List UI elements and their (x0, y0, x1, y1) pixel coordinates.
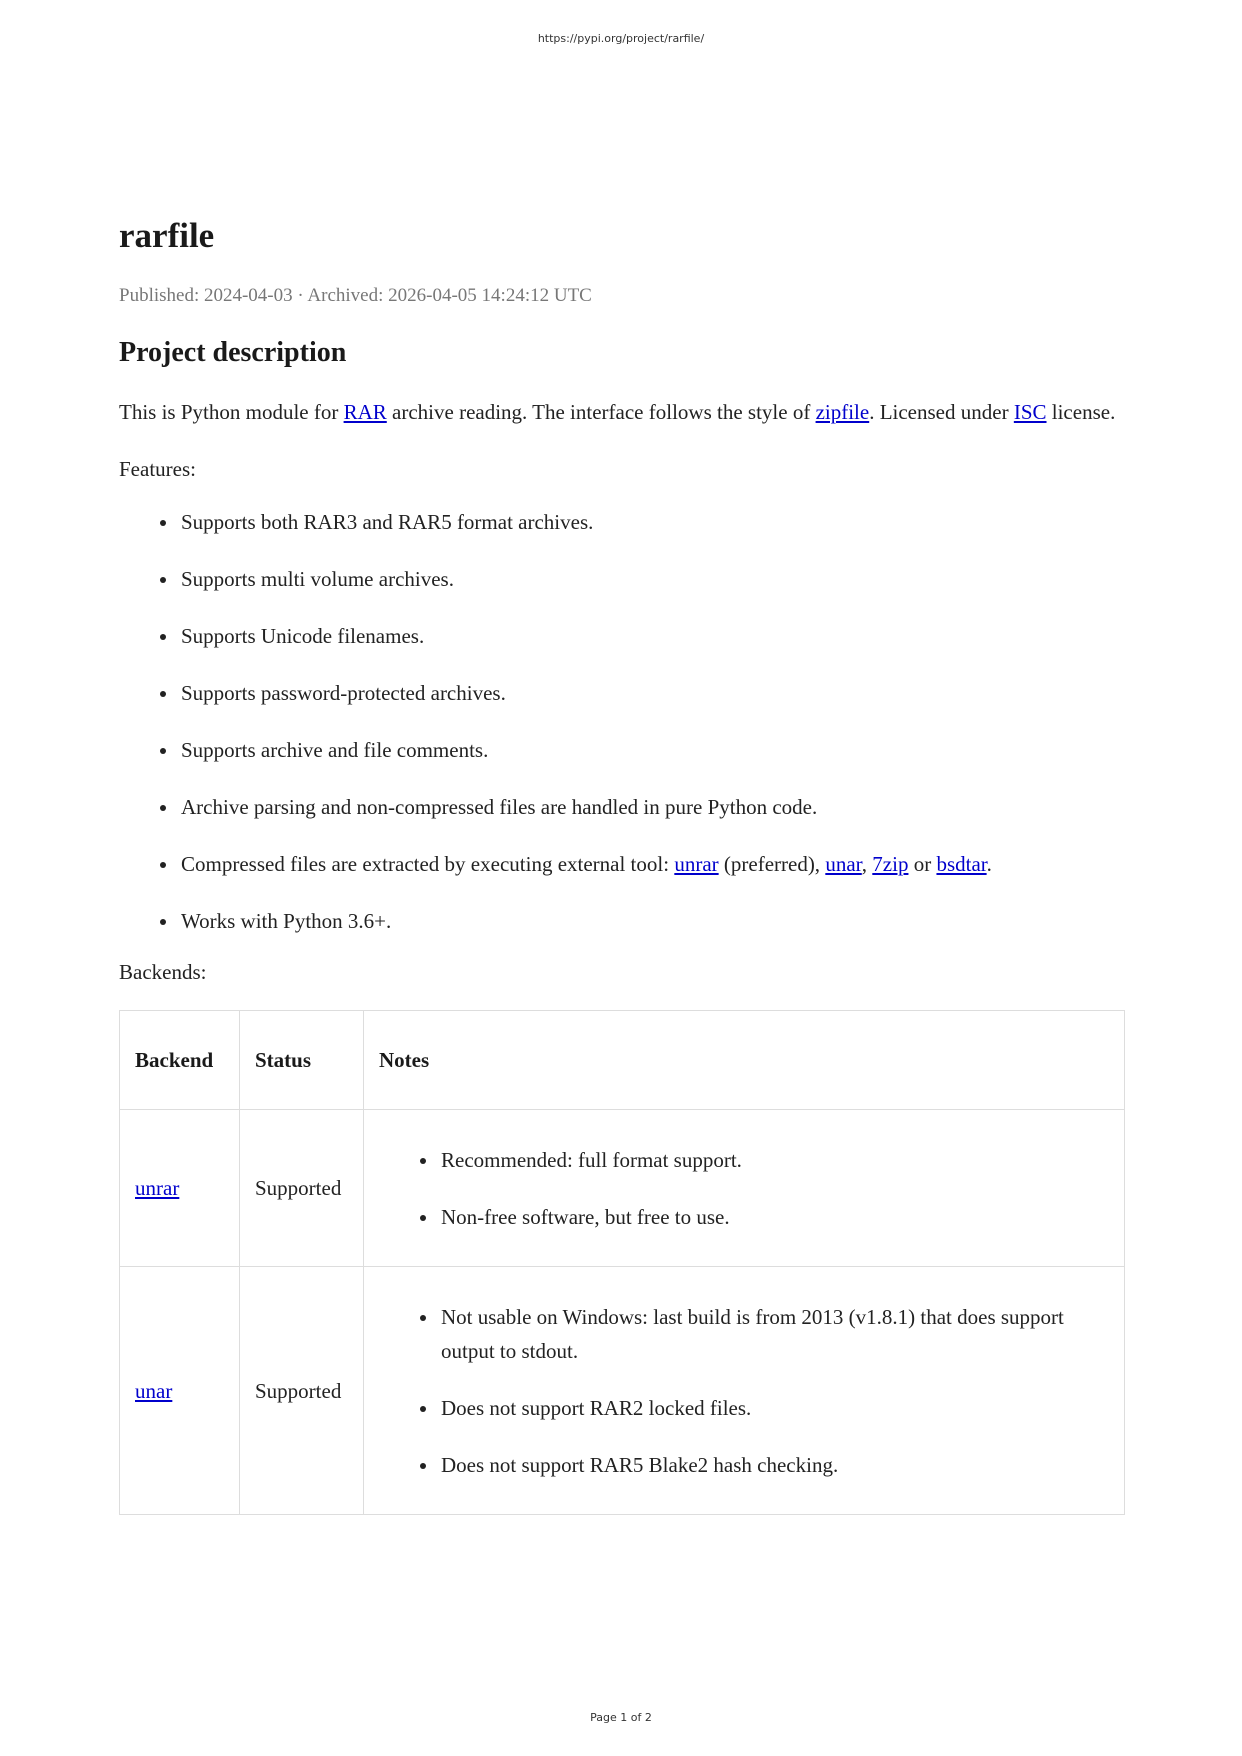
section-heading: Project description (119, 337, 347, 368)
notes-cell (364, 1267, 1125, 1515)
document-content (119, 212, 1124, 1515)
intro-paragraph (119, 395, 1124, 429)
feature-text: , (861, 852, 873, 876)
feature-item: Archive parsing and non-compressed files are handled in pure Python code. (181, 790, 1124, 824)
note-item: Recommended: full format support. (441, 1143, 1109, 1177)
table-row (120, 1110, 1125, 1267)
feature-text: (preferred), (718, 852, 826, 876)
isc-link[interactable]: ISC (1013, 400, 1047, 424)
notes-list (379, 1143, 1109, 1234)
intro-text: This is Python module for (119, 400, 344, 424)
status-cell: Supported (240, 1110, 364, 1267)
note-item: Non-free software, but free to use. (441, 1200, 1109, 1234)
feature-item: Supports archive and file comments. (181, 733, 1124, 767)
feature-item: Supports Unicode filenames. (181, 619, 1124, 653)
notes-cell (364, 1110, 1125, 1267)
feature-text: or (908, 852, 937, 876)
feature-text: Compressed files are extracted by executing external tool: (181, 852, 675, 876)
feature-item: Supports password-protected archives. (181, 676, 1124, 710)
backend-cell (120, 1267, 240, 1515)
features-label: Features: (119, 457, 196, 481)
column-header-notes: Notes (364, 1011, 1125, 1110)
intro-text: archive reading. The interface follows the style of (386, 400, 816, 424)
unrar-link[interactable]: unrar (674, 852, 719, 876)
column-header-status: Status (240, 1011, 364, 1110)
feature-item: Works with Python 3.6+. (181, 904, 1124, 938)
publish-meta: Published: 2024-04-03 · Archived: 2026-04-05 14:24:12 UTC (119, 285, 592, 306)
backends-table (119, 1010, 1125, 1515)
zipfile-link[interactable]: zipfile (815, 400, 870, 424)
intro-text: license. (1046, 400, 1116, 424)
intro-text: . Licensed under (869, 400, 1014, 424)
table-row (120, 1267, 1125, 1515)
column-header-backend: Backend (120, 1011, 240, 1110)
feature-item: Supports multi volume archives. (181, 562, 1124, 596)
note-item: Does not support RAR2 locked files. (441, 1391, 1109, 1425)
note-item: Does not support RAR5 Blake2 hash checking. (441, 1448, 1109, 1482)
page-url-header: https://pypi.org/project/rarfile/ (537, 32, 705, 45)
feature-text: . (986, 852, 992, 876)
table-header-row (120, 1011, 1125, 1110)
features-list (119, 505, 1124, 938)
page-title: rarfile (119, 216, 215, 255)
backends-label: Backends: (119, 960, 207, 984)
note-item: Not usable on Windows: last build is from 2013 (v1.8.1) that does support output to stdout. (441, 1300, 1109, 1368)
rar-link[interactable]: RAR (343, 400, 387, 424)
backend-unrar-link[interactable]: unrar (135, 1176, 180, 1200)
status-cell: Supported (240, 1267, 364, 1515)
page-number: Page 1 of 2 (590, 1711, 652, 1724)
unar-link[interactable]: unar (825, 852, 862, 876)
7zip-link[interactable]: 7zip (872, 852, 909, 876)
notes-list (379, 1300, 1109, 1482)
feature-item: Supports both RAR3 and RAR5 format archives. (181, 505, 1124, 539)
bsdtar-link[interactable]: bsdtar (936, 852, 987, 876)
backend-cell (120, 1110, 240, 1267)
backend-unar-link[interactable]: unar (135, 1378, 173, 1403)
feature-item-tools (181, 847, 1124, 881)
